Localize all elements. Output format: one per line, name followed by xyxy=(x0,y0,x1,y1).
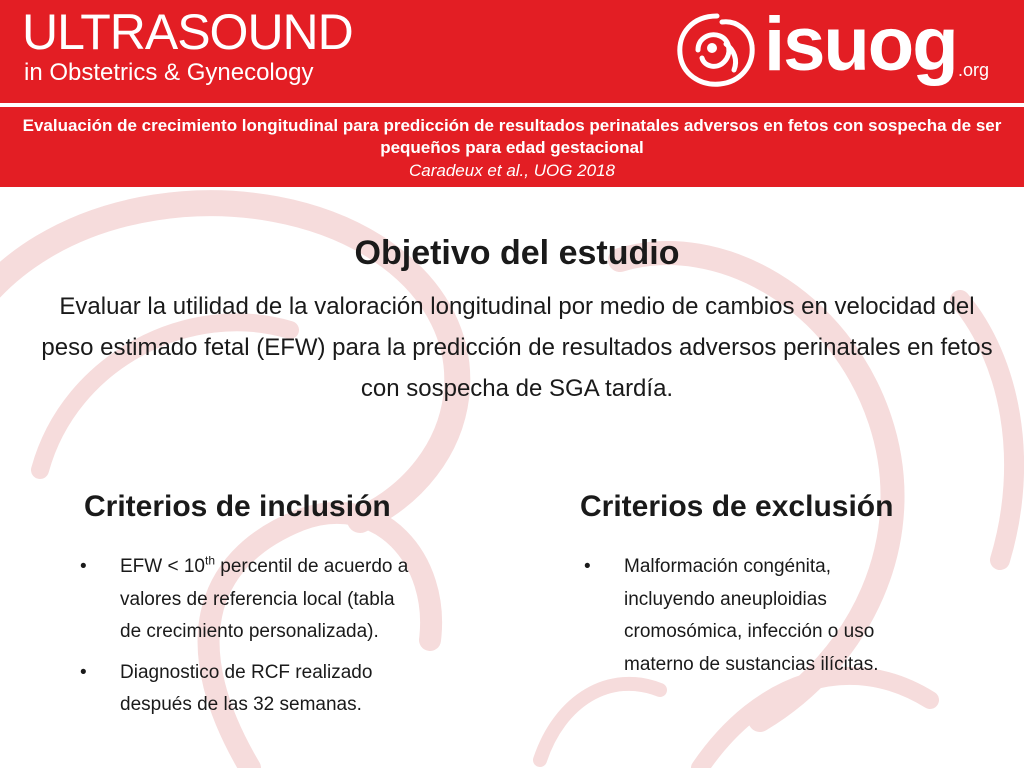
bullet: • xyxy=(584,556,591,577)
objective-heading: Objetivo del estudio xyxy=(354,234,680,272)
isuog-logo-suffix: .org xyxy=(958,60,990,80)
bullet: • xyxy=(80,556,87,577)
journal-subtitle: in Obstetrics & Gynecology xyxy=(24,59,314,86)
journal-header xyxy=(0,0,1024,103)
inclusion-list xyxy=(80,551,410,730)
list-item xyxy=(80,657,410,722)
list-item xyxy=(80,551,410,649)
isuog-fetus-logo-icon xyxy=(672,10,762,90)
exclusion-list xyxy=(584,551,914,689)
exclusion-item-text: Malformación congénita, incluyendo aneuploidias cromosómica, infección o uso materno de sustancias ilícitas. xyxy=(624,556,879,675)
bullet: • xyxy=(80,661,87,683)
slide-content xyxy=(0,187,1024,768)
journal-title: ULTRASOUND xyxy=(22,4,353,60)
isuog-logo xyxy=(672,2,1002,98)
list-item xyxy=(584,551,914,681)
inclusion-item-text: EFW < 10th percentil de acuerdo a valores de referencia local (tabla de crecimiento personalizada). xyxy=(120,553,409,642)
article-citation: Caradeux et al., UOG 2018 xyxy=(408,161,615,180)
isuog-logo-text: isuog xyxy=(764,2,957,87)
article-title: Evaluación de crecimiento longitudinal para predicción de resultados perinatales adversos en fetos con sospecha de ser pequeños para edad gestacional xyxy=(22,116,1002,157)
objective-text: Evaluar la utilidad de la valoración longitudinal por medio de cambios en velocidad del peso estimado fetal (EFW) para la predicción de resultados adversos perinatales en fetos con sospecha de SGA tardía. xyxy=(41,293,993,402)
inclusion-item-text: Diagnostico de RCF realizado después de las 32 semanas. xyxy=(120,661,373,715)
exclusion-heading: Criterios de exclusión xyxy=(580,490,894,523)
inclusion-heading: Criterios de inclusión xyxy=(84,490,391,523)
article-banner xyxy=(0,107,1024,187)
